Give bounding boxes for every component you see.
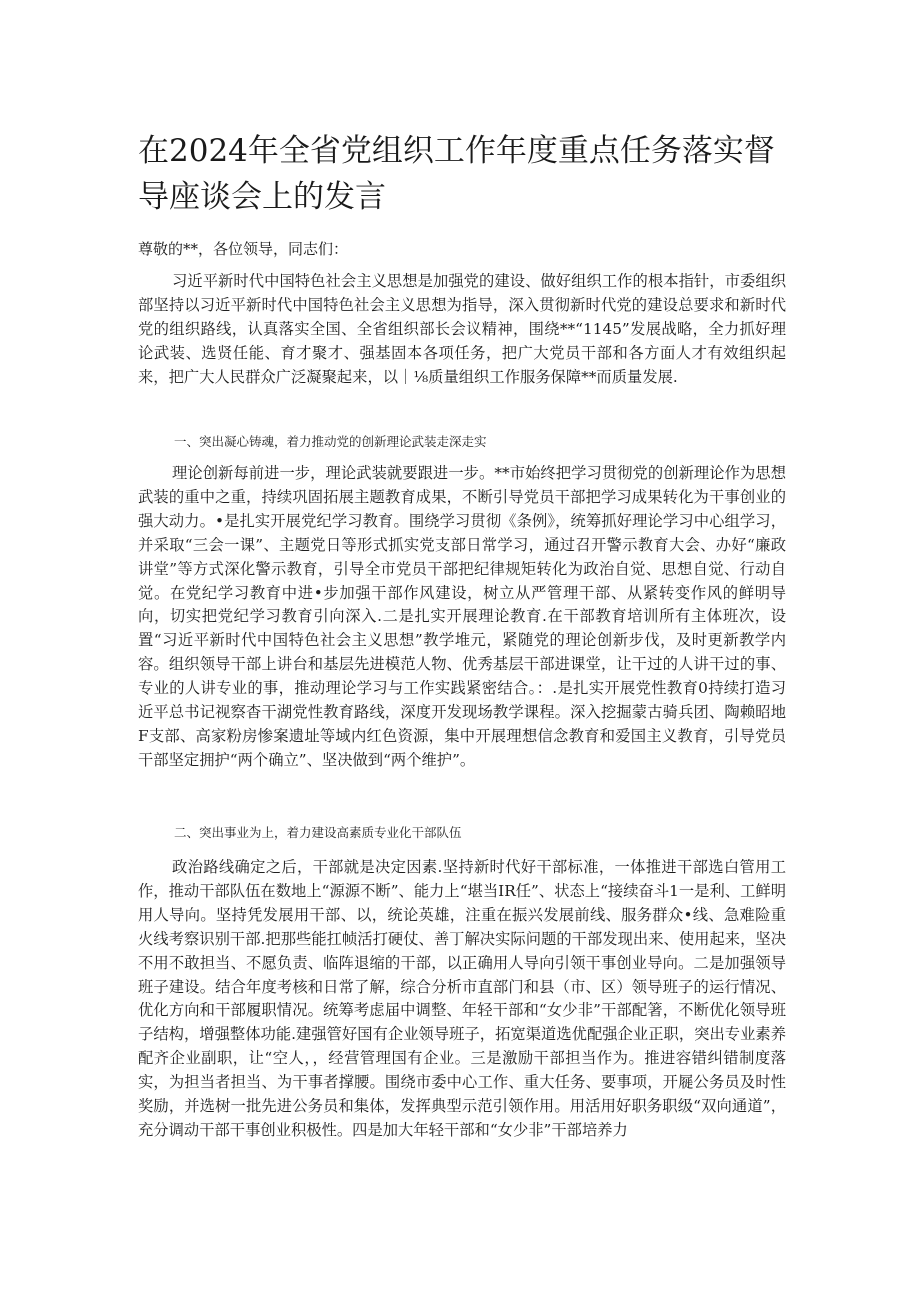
section-heading-2: 二、突出事业为上，着力建设高素质专业化干部队伍 bbox=[174, 825, 462, 840]
document-title: 在2024年全省党组织工作年度重点任务落实督导座谈会上的发言 bbox=[138, 133, 775, 215]
section-body-1: 理论创新每前进一步，理论武装就要跟进一步。**市始终把学习贯彻党的创新理论作为思想武装的重中之重，持续巩固拓展主题教育成果，不断引导党员干部把学习成果转化为干事创业的强大动力。•是扎实开展党纪学习教育。围绕学习贯彻《条例》，统筹抓好理论学习中心组学习，并采取“三会一课”、主题党日等形式抓实党支部日常学习，通过召开警示教育大会、办好“廉政讲堂”等方式深化警示教育，引导全市党员干部把纪律规矩转化为政治自觉、思想自觉、行动自觉。在党纪学习教育中进•步加强干部作风建设，树立从严管理干部、从紧转变作风的鲜明导向，切实把党纪学习教育引向深入.二是扎实开展理论教育.在干部教育培训所有主体班次，设置“习近平新时代中国特色社会主义思想”教学堆元，紧随党的理论创新步伐，及时更新教学内容。组织领导干部上讲台和基层先进模范人物、优秀基层干部进课堂，让干过的人讲干过的事、专业的人讲专业的事，推动理论学习与工作实践紧密结合。：.是扎实开展党性教育0持续打造习近平总书记视察杳干湖党性教育路线，深度开发现场教学课程。深入挖掘蒙古骑兵团、陶赖昭地F支部、高家粉房惨案遗址等域内红色资源，集中开展理想信念教育和爱国主义教育，引导党员干部坚定拥护“两个确立”、坚决做到“两个维护”。 bbox=[138, 464, 786, 769]
section-heading-1: 一、突出凝心铸魂，着力推动党的创新理论武装走深走实 bbox=[174, 434, 487, 449]
intro-paragraph: 习近平新时代中国特色社会主义思想是加强党的建设、做好组织工作的根本指针，市委组织部坚持以习近平新时代中国特色社会主义思想为指导，深入贯彻新时代党的建设总要求和新时代党的组织路线，认真落实全国、全省组织部长会议精神，围绕**“1145”发展战略，全力抓好理论武装、选贤任能、育才聚才、强基固本各项任务，把广大党员干部和各方面人才有效组织起来，把广大人民群众广泛凝聚起来，以｜⅛质量组织工作服务保障**而质量发展. bbox=[138, 272, 786, 386]
salutation: 尊敬的**，各位领导，同志们： bbox=[138, 240, 349, 258]
section-body-2: 政治路线确定之后，干部就是决定因素.坚持新时代好干部标准，一体推进干部选白管用工作，推动干部队伍在数地上“源源不断”、能力上“堪当IR任”、状态上“接续奋斗1一是利、工鲜明用人导向。坚持凭发展用干部、以，统论英雄，注重在振兴发展前线、服务群众•线、急难险重火线考察识别干部.把那些能扛帧活打硬仗、善丁解决实际问题的干部发现出来、使用起来，坚决不用不敢担当、不愿负责、临阵退缩的干部，以正确用人导向引领干事创业导向。二是加强领导班子建设。结合年度考核和日常了解，综合分析市直部门和县（市、区）领导班子的运行情况、优化方向和干部履职情况。统筹考虑届中调整、年轻干部和“女少非”干部配箸，不断优化领导班子结构，增强整体功能.建强管好国有企业领导班子，拓宽渠道选优配强企业正职，突出专业素养配齐企业副职，让“空人，，经营管理国有企业。三是激励干部担当作为。推进容错纠错制度落实，为担当者担当、为干事者撑腰。围绕市委中心工作、重大任务、要事项，开屣公务员及时性奖励，并选树一批先进公务员和集体，发挥典型示范引领作用。用活用好职务职级“双向通道”，充分调动干部干事创业积极性。四是加大年轻干部和“女少非”干部培养力 bbox=[138, 858, 786, 1139]
